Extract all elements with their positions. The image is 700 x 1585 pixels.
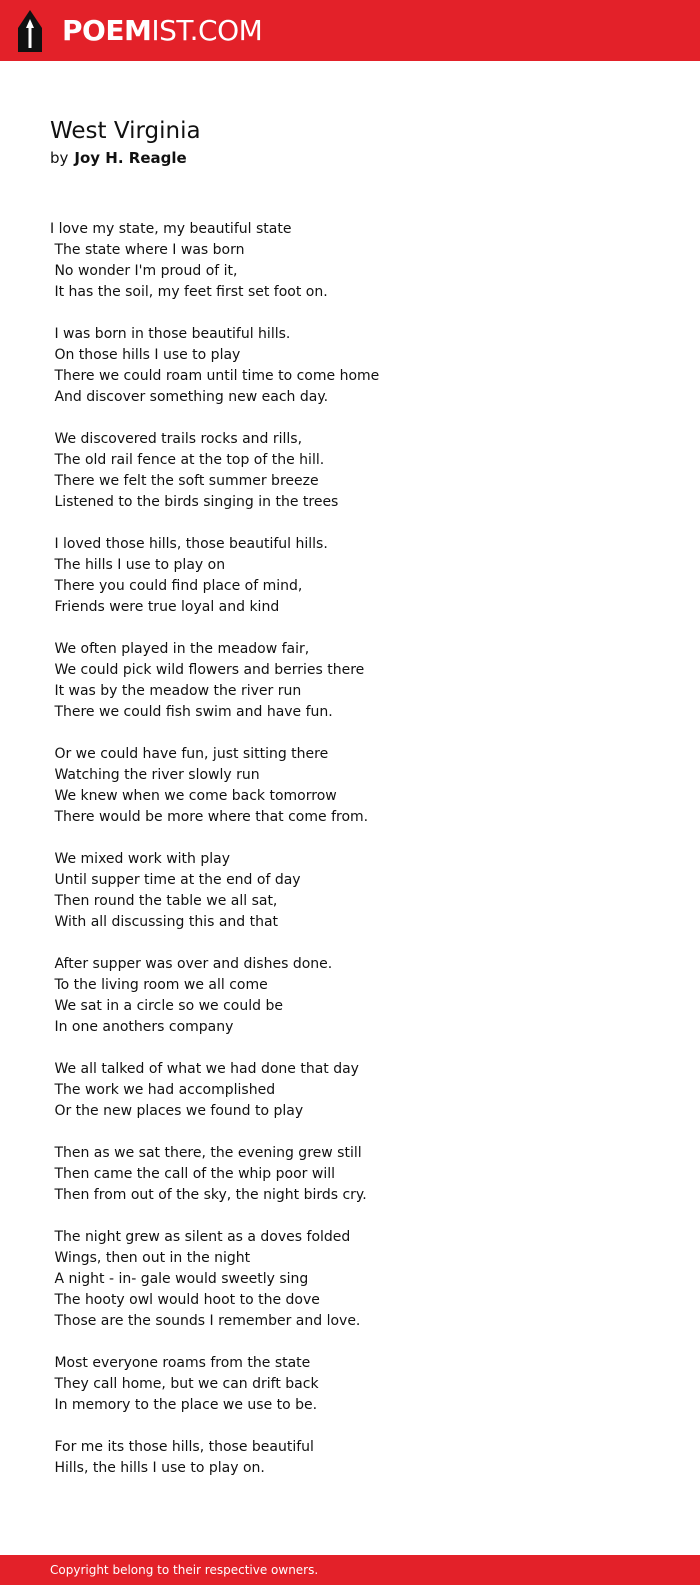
copyright-text: Copyright belong to their respective owners.	[50, 1563, 319, 1577]
poem-author: Joy H. Reagle	[74, 149, 187, 167]
pencil-icon	[18, 10, 42, 52]
poem-byline	[50, 148, 187, 168]
site-logo-text	[62, 10, 262, 52]
logo-bold-text: POEM	[62, 14, 152, 47]
site-header	[0, 0, 700, 61]
site-footer	[0, 1555, 700, 1585]
poem-title: West Virginia	[50, 118, 201, 144]
logo-light-text: IST.COM	[151, 14, 263, 47]
site-logo-link[interactable]	[18, 10, 262, 52]
by-label: by	[50, 149, 69, 167]
poem-body: I love my state, my beautiful state The state where I was born No wonder I'm proud of it, It has the soil, my feet first set foot on. I was born in those beautiful hills. On those hills I use to play There we could roam until time to come home And discover something new each day. We discovered trails rocks and rills, The old rail fence at the top of the hill. There we felt the soft summer breeze Listened to the birds singing in the trees I loved those hills, those beautiful hills. The hills I use to play on There you could find place of mind, Friends were true loyal and kind We often played in the meadow fair, We could pick wild flowers and berries there It was by the meadow the river run There we could fish swim and have fun. Or we could have fun, just sitting there Watching the river slowly run We knew when we come back tomorrow There would be more where that come from. We mixed work with play Until supper time at the end of day Then round the table we all sat, With all discussing this and that After supper was over and dishes done. To the living room we all come We sat in a circle so we could be In one anothers company We all talked of what we had done that day The work we had accomplished Or the new places we found to play Then as we sat there, the evening grew still Then came the call of the whip poor will Then from out of the sky, the night birds cry. The night grew as silent as a doves folded Wings, then out in the night A night - in- gale would sweetly sing The hooty owl would hoot to the dove Those are the sounds I remember and love. Most everyone roams from the state They call home, but we can drift back In memory to the place we use to be. For me its those hills, those beautiful Hills, the hills I use to play on.	[50, 221, 380, 1476]
